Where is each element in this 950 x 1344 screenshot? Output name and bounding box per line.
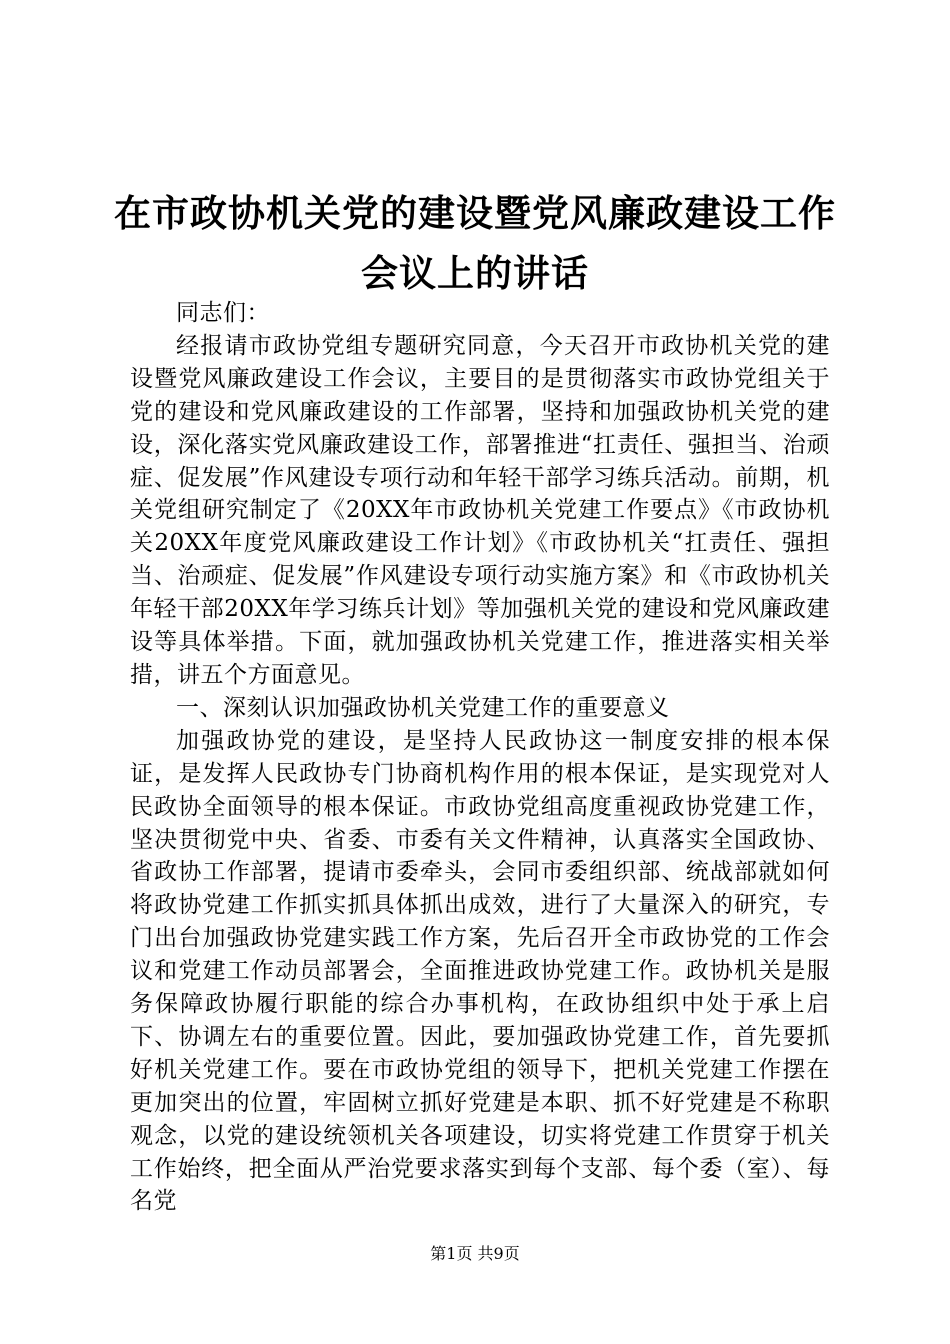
paragraph-section-1: 加强政协党的建设，是坚持人民政协这一制度安排的根本保证，是发挥人民政协专门协商机构作用的根本保证，是实现党对人民政协全面领导的根本保证。市政协党组高度重视政协党建工作，坚决贯彻党中央、省委、市委有关文件精神，认真落实全国政协、省政协工作部署，提请市委牵头，会同市委组织部、统战部就如何将政协党建工作抓实抓具体抓出成效，进行了大量深入的研究，专门出台加强政协党建实践工作方案，先后召开全市政协党的工作会议和党建工作动员部署会，全面推进政协党建工作。政协机关是服务保障政协履行职能的综合办事机构，在政协组织中处于承上启下、协调左右的重要位置。因此，要加强政协党建工作，首先要抓好机关党建工作。要在市政协党组的领导下，把机关党建工作摆在更加突出的位置，牢固树立抓好党建是本职、抓不好党建是不称职观念，以党的建设统领机关各项建设，切实将党建工作贯穿于机关工作始终，把全面从严治党要求落实到每个支部、每个委（室）、每名党 — [130, 727, 830, 1215]
salutation: 同志们： — [176, 300, 270, 326]
paragraph-intro: 经报请市政协党组专题研究同意，今天召开市政协机关党的建设暨党风廉政建设工作会议，主要目的是贯彻落实市政协党组关于党的建设和党风廉政建设的工作部署，坚持和加强政协机关党的建设，深化落实党风廉政建设工作，部署推进“扛责任、强担当、治顽症、促发展”作风建设专项行动和年轻干部学习练兵活动。前期，机关党组研究制定了《20XX年市政协机关党建工作要点》《市政协机关20XX年度党风廉政建设工作计划》《市政协机关“扛责任、强担当、治顽症、促发展”作风建设专项行动实施方案》和《市政协机关年轻干部20XX年学习练兵计划》等加强机关党的建设和党风廉政建设等具体举措。下面，就加强政协机关党建工作，推进落实相关举措，讲五个方面意见。 — [130, 332, 830, 688]
document-title: 在市政协机关党的建设暨党风廉政建设工作会议上的讲话 — [114, 191, 836, 295]
document-body — [130, 297, 830, 1218]
section-heading-1: 一、深刻认识加强政协机关党建工作的重要意义 — [176, 694, 670, 721]
page-footer: 第1页 共9页 — [430, 1244, 520, 1263]
